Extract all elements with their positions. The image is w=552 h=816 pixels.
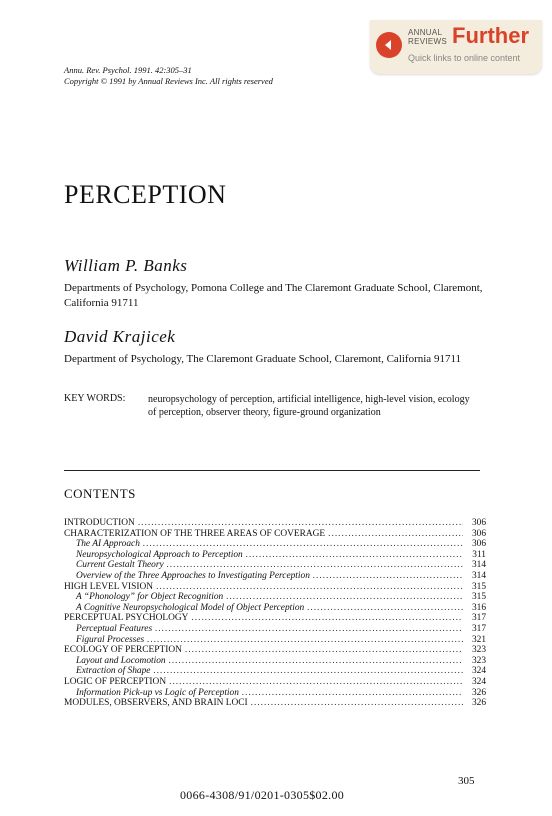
author-affiliation-2: Department of Psychology, The Claremont Graduate School, Claremont, California 91711	[64, 353, 462, 365]
journal-citation	[64, 65, 273, 87]
article-code: 0066-4308/91/0201-0305$02.00	[180, 788, 345, 802]
article-title: PERCEPTION	[64, 180, 227, 209]
badge-further-label: Further	[452, 23, 529, 48]
section-divider	[64, 470, 480, 471]
toc-entry[interactable]: LOGIC OF PERCEPTION ..... 324	[64, 677, 486, 688]
toc-subentry[interactable]: Neuropsychological Approach to Perception ..... 311	[64, 550, 486, 561]
toc-entry[interactable]: PERCEPTUAL PSYCHOLOGY ..... 317	[64, 613, 486, 624]
citation-line: Annu. Rev. Psychol. 1991. 42:305–31	[64, 65, 192, 75]
toc-subentry[interactable]: Perceptual Features ..... 317	[64, 624, 486, 635]
toc-subentry[interactable]: Figural Processes ..... 321	[64, 635, 486, 646]
badge-quick-links[interactable]: Quick links to online content	[408, 53, 521, 63]
toc-subentry[interactable]: Current Gestalt Theory ..... 314	[64, 560, 486, 571]
toc-entry[interactable]: INTRODUCTION ..... 306	[64, 518, 486, 529]
toc-subentry[interactable]: Extraction of Shape ..... 324	[64, 666, 486, 677]
toc-subentry[interactable]: The AI Approach ..... 306	[64, 539, 486, 550]
toc-entry[interactable]: CHARACTERIZATION OF THE THREE AREAS OF COVERAGE ..... 306	[64, 529, 486, 540]
author-name-2: David Krajicek	[64, 327, 176, 346]
play-arrow-icon	[376, 32, 402, 58]
toc-subentry[interactable]: Information Pick-up vs Logic of Perception ..... 326	[64, 688, 486, 699]
toc-entry[interactable]: HIGH LEVEL VISION ..... 315	[64, 582, 486, 593]
toc-subentry[interactable]: A “Phonology” for Object Recognition ..... 315	[64, 592, 486, 603]
toc-subentry[interactable]: Layout and Locomotion ..... 323	[64, 656, 486, 667]
author-affiliation-1: Departments of Psychology, Pomona College and The Claremont Graduate School, Claremont, California 91711	[64, 282, 483, 309]
copyright-line: Copyright © 1991 by Annual Reviews Inc. All rights reserved	[64, 76, 273, 86]
keywords-label: KEY WORDS:	[64, 393, 126, 404]
author-name-1: William P. Banks	[64, 256, 188, 275]
keywords-text: neuropsychology of perception, artificial intelligence, high-level vision, ecology of perception, observer theory, figure-ground organization	[148, 394, 470, 418]
toc-subentry[interactable]: Overview of the Three Approaches to Investigating Perception ..... 314	[64, 571, 486, 582]
badge-annual-reviews: ANNUAL REVIEWS	[408, 28, 447, 46]
toc-subentry[interactable]: A Cognitive Neuropsychological Model of Object Perception ..... 316	[64, 603, 486, 614]
table-of-contents	[64, 518, 486, 709]
page-number: 305	[458, 775, 475, 787]
contents-heading: CONTENTS	[64, 486, 136, 501]
toc-entry[interactable]: MODULES, OBSERVERS, AND BRAIN LOCI ..... 326	[64, 698, 486, 709]
further-badge[interactable]	[370, 20, 542, 74]
toc-entry[interactable]: ECOLOGY OF PERCEPTION ..... 323	[64, 645, 486, 656]
